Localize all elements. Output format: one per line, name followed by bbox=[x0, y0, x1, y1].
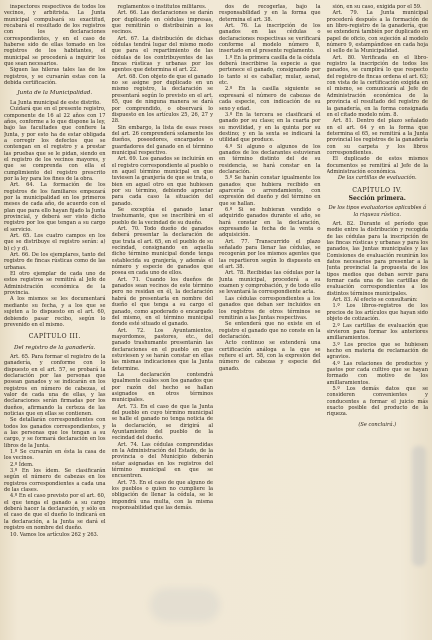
paragraph: sión, en su caso, exigida por el 59. bbox=[332, 4, 422, 10]
paragraph: Se exceptúa el ganado lanar trashumante, que se inscribirá en el pueblo de la vecindad de su dueño. bbox=[111, 207, 213, 226]
paragraph: Art. 78. Recibidas las cédulas por la Junta municipal, procederá a su examen y comprobación, y de todo ello se levantará la correspondiente acta. bbox=[219, 270, 321, 296]
paragraph: La Junta municipal de este distrito. bbox=[10, 99, 101, 106]
paragraph: Las cédulas correspondientes a los ganados que deban ser incluidos en los registros de otros términos se remitirán a las Juntas respectivas. bbox=[219, 295, 321, 321]
paragraph: Cuidará que en el presente registro, componente de 16 al 22 años con 17 años, conforme a lo que dispone la ley, bajo las facultades que confiere la Junta, y por esto ha de estar obligada a corregir los defectos que se contengan en el registro y a prestar las pruebas que se le pidan, siendo en el registro de los vecinos mayores, y que se comprenda con ella el cumplimiento del registro prescrito por la ley para los fines de la obra. bbox=[4, 106, 106, 182]
paragraph: Art. 74. Las cédulas comprendidas en la Administración del Estado, de la provincia o del Municipio deberán estar asignadas en los registros del término municipal en que se encuentren. bbox=[111, 441, 213, 480]
paragraph: 3.º En la tercera se clasificará el ganado por su clase; en la cuarta por su movilidad, y en la quinta por su destino; y en la sexta se indicará la utilidad que produce. bbox=[219, 111, 321, 144]
chapter-subtitle: De las cartillas de evaluación. bbox=[337, 175, 417, 182]
section-title: Sección primera. bbox=[348, 194, 406, 202]
paragraph: Art. 70. Todo dueño de ganados deberá presentar la declaración de que trata el art. 65, en el pueblo de su vecindad, consignando en aquella dicho término municipal donde tenga establecida su granjería, y además el número y especie de ganados que posea en cada uno de ellos. bbox=[111, 226, 213, 277]
paragraph: 4.º En el caso previsto por el art. 60, el que tenga el ganado a su cargo deberá hacer la declaración, y sólo en el caso de que el dueño lo indicará en la declaración, a la Junta se dará el registro en nombre del dueño. bbox=[4, 493, 106, 532]
paragraph: Art. 68. Con objeto de que el ganado no se asigne por duplicado en un mismo registro, la declaración se presentará según lo previsto en el art. 65, que de ninguna manera se dará por comprendido, o observará lo dispuesto en los artículos 25, 26, 27 y 28. bbox=[111, 73, 213, 125]
column-3 bbox=[219, 4, 321, 634]
paragraph: Siguen las hileras tales las de los registros, y se cursarán estas con la debida certificación. bbox=[4, 67, 106, 87]
paragraph: 2.º Las cartillas de evaluación que sirvieron para formar los anteriores amillaramientos. bbox=[326, 322, 428, 342]
paragraph: Art. 77. Transcurrido el plazo señalado para llenar las cédulas, se recogerán por los mismos agentes que las repartieron según lo dispuesto en el art. 38. bbox=[219, 238, 321, 271]
section-heading: Del registro de la ganadería. bbox=[13, 344, 96, 351]
paragraph: Art. 66. De los ejemplares, tanto del registro de fincas rústicas como de las urbanas. bbox=[4, 252, 106, 271]
paragraph: Sin embargo, la lista de esas reses del art. 26 comprenderá solamente los dueños, poseedores, encargados o guardadores del ganado en el término municipal respectivo. bbox=[111, 124, 213, 156]
paragraph: Art. 79. La Junta municipal procederá después a la formación de un libro-registro de la ganadería, que se extenderá también por duplicado en papel de oficio, con sujeción al modelo número 9, estampándose en cada hoja el sello de la Municipalidad. bbox=[326, 10, 428, 55]
section-heading: Junta de la Municipalidad. bbox=[17, 90, 93, 97]
paragraph: Art. 81. Dentro del plazo señalado en el art. 64 y en la forma que determina el 65, se remitirá a la Junta provincial los registros de la ganadería con su carpeta y los libros correspondientes. bbox=[326, 118, 428, 156]
paragraph: Art. 82. Durante el período que medie entre la distribución y recogida de las cédulas para la inscripción de las fincas rústicas y urbanas y para los ganados, las Juntas municipales y las Comisiones de evaluación reunirán los datos necesarios para presentar a la Junta provincial la propuesta de los tipos medios que deban servir para formar cada una de las cartillas de evaluación correspondientes a los distintos términos municipales. bbox=[326, 221, 428, 297]
paragraph: 5.º Los demás datos que se consideren convenientes y conducentes a formar el juicio más exacto posible del producto de la riqueza. bbox=[326, 385, 428, 418]
text-columns bbox=[4, 4, 428, 634]
paragraph: 6.º Si se hubieran vendido o adquirido ganados durante el año, se hará constar en la declaración, expresando la fecha de la venta o adquisición. bbox=[219, 207, 321, 239]
column-1 bbox=[4, 4, 106, 634]
section-subtitle: De los tipos evaluatorios aplicables á la riqueza rústica. bbox=[328, 205, 427, 218]
closing-note: (Se concluirá.) bbox=[358, 421, 397, 428]
paragraph: inspectores respectivos de todos los vecinos, y arbitrista. La Junta municipal compulsará su exactitud, recabará el resultado de los registros con los declaraciones correspondientes, y en el caso de haberse sido de ellas tomado en los registros de los habitantes, el municipal se procederá a inquirir los que sean necesarios. bbox=[4, 4, 106, 68]
paragraph: Art. 66. Las declaraciones se darán por duplicado en cédulas impresas, que remitirán o distribuirán a los vecinos. bbox=[111, 10, 213, 36]
paragraph: 2.º Ídem. bbox=[10, 461, 34, 468]
paragraph: Art. 64. La formación de los registros de los familiares empezará por la municipalidad en los primeros meses de cada año, de acuerdo con el plan que para ello hayan fijado la Junta provincial, y deberá ser visto dicho registro por los que tengan a su cargo el servicio. bbox=[4, 182, 106, 233]
paragraph: El otro ejemplar de cada uno de estos registros se remitirá al Jefe de Administración económica de la provincia. bbox=[4, 271, 106, 297]
paragraph: Art. 76. La inscripción de los ganados en las cédulas o declaraciones respectivas se verificará conforme al modelo número 8, insertado en el presente reglamento. bbox=[219, 23, 321, 55]
paragraph: Se entenderá que no existe en el registro el ganado que no conste en la declaración. bbox=[219, 321, 321, 340]
paragraph: 1.º Se cursarán en ésta la casa de los vecinos. bbox=[4, 449, 106, 462]
paragraph: El duplicado de estos mismos documentos se remitirá al Jefe de la Administración económica. bbox=[326, 156, 428, 175]
paragraph: Art. 65. Los cuatro campos en los que se distribuye el registro serán: a) b) c) y d). bbox=[4, 233, 106, 252]
paragraph: Art. 75. En el caso de que alguno de los pueblos o quien no cumpliere la obligación de llenar la cédula, se le impondrá una multa, con la misma responsabilidad que las demás. bbox=[111, 479, 213, 512]
paragraph: dos de recogerlas, bajo la responsabilidad y en la forma que determina el art. 38. bbox=[219, 4, 321, 23]
paragraph: 1.º Los libros-registros de los precios de los artículos que hayan sido objeto de cotización. bbox=[326, 303, 428, 323]
paragraph: 10. Vamos los artículos 262 y 263. bbox=[10, 531, 99, 538]
paragraph: reglamentos o institutos militares. bbox=[117, 4, 207, 10]
paragraph: Art. 69. Los ganados se incluirán en el registro correspondiente al pueblo o en aquel término municipal en que tuviesen la granjería de que se trata, o bien en aquel otro en que hubiesen por su término, debiendo apreciar para cada caso la situación del ganado. bbox=[111, 156, 213, 207]
paragraph: Se detallarán correspondientes con todos los ganados correspondientes, y a las personas que los tengan a su cargo, y se formará declaración en los libros de la Junta. bbox=[4, 417, 106, 449]
paragraph: Art. 72. Los Ayuntamientos, mayordomos, pastores, etc., del ganado trashumante presentarán las declaraciones en el pueblo en que estuviesen y se harán constar en ellas las mismas indicaciones que la Junta determine. bbox=[111, 327, 213, 372]
paragraph: Art. 83. Al efecto se consultarán: bbox=[332, 297, 418, 304]
paragraph: Acto continuo se extenderá una certificación análoga a la que se refiere el art. 58, con la expresión del número de cabezas y especie del ganado. bbox=[219, 340, 321, 372]
paragraph: La declaración contendrá igualmente cuáles son los ganados que por razón del hecho se hallan asignados en otros términos municipales. bbox=[111, 371, 213, 404]
column-2 bbox=[112, 4, 214, 634]
paragraph: Art. 80. Verificada en el libro-registro la inscripción de todos los ganados, se cumplirá lo que respecto del registro de fincas ordena el art. 63; con vista de la certificación exigida en el mismo, se comunicará al Jefe de Administración económica de la provincia el resultado del registro de la ganadería, en la forma consignada en el citado modelo núm. 8. bbox=[326, 54, 428, 118]
paragraph: 1.º En la primera casilla de la cédula deberá inscribirse la especie a que pertenece el ganado, consignando por lo tanto si es caballar, mular, asnal, etc. bbox=[219, 54, 321, 87]
paragraph: 3.º Los precios que se hubiesen hecho en materia de reclamación de agravios. bbox=[326, 341, 428, 361]
column-4 bbox=[327, 4, 429, 634]
chapter-title: CAPÍTULO IV. bbox=[352, 186, 403, 194]
paragraph: 4.º Si alguno o algunos de los ganados de los declarantes estuvieran en término distinto del de su residencia, se hará constar en la declaración. bbox=[219, 143, 321, 175]
paragraph: 4.º Las relaciones de productos y gastos por cada cultivo que se hayan formado con motivo de los amillaramientos. bbox=[326, 360, 428, 386]
paragraph: A los mismos se les documentará mediante su fecha, y a los que se sujeten a lo dispuesto en el art. 60, debiendo pasar recibo, según lo prevenido en el mismo. bbox=[4, 296, 106, 328]
paragraph: Art. 67. La distribución de dichas cédulas tendrá lugar del mismo modo que para el repartimiento de las cédulas de los contribuyentes de las fincas rústicas y urbanas por los agentes que determina el art. 22. bbox=[111, 35, 213, 74]
paragraph: 2.º En la casilla siguiente se expresará el número de cabezas de cada especie, con indicación de su sexo y edad. bbox=[219, 86, 321, 112]
paragraph: 5.º Se harán constar igualmente los ganados que hubiera recibido en aparcería o arrendamiento, con expresión del dueño y del término en que se hallan. bbox=[219, 175, 321, 207]
paragraph: Art. 65. Para formar el registro de la ganadería, y conforme con lo dispuesto en el art. 57, se probará la declaración por las personas que posean ganados y se indicarán en los registros en número de cabezas, el valor de cada una de ellas, y las declaraciones serán firmadas por los dueños, afirmando la certeza de las noticias que en ellas se contienen. bbox=[4, 353, 106, 417]
paragraph: Art. 71. Cuando los dueños de ganados sean vecinos de este término pero no residan en él, la declaración habrá de presentarla en nombre del dueño el que tenga a su cargo el ganado, como apoderado o encargado del mismo, en el término municipal donde esté situado el ganado. bbox=[111, 276, 213, 328]
paragraph: 3.º En los ídem. Se clasificarán según el número de cabezas en los registros correspondientes a cada una de las clases. bbox=[4, 468, 106, 494]
paragraph: Art. 73. En el caso de que la Junta del pueblo en cuyo término municipal se halle el ganado no tenga noticia de la declaración, se dirigirá al Ayuntamiento del pueblo de la vecindad del dueño. bbox=[111, 403, 213, 442]
chapter-title: CAPÍTULO III. bbox=[28, 333, 81, 341]
